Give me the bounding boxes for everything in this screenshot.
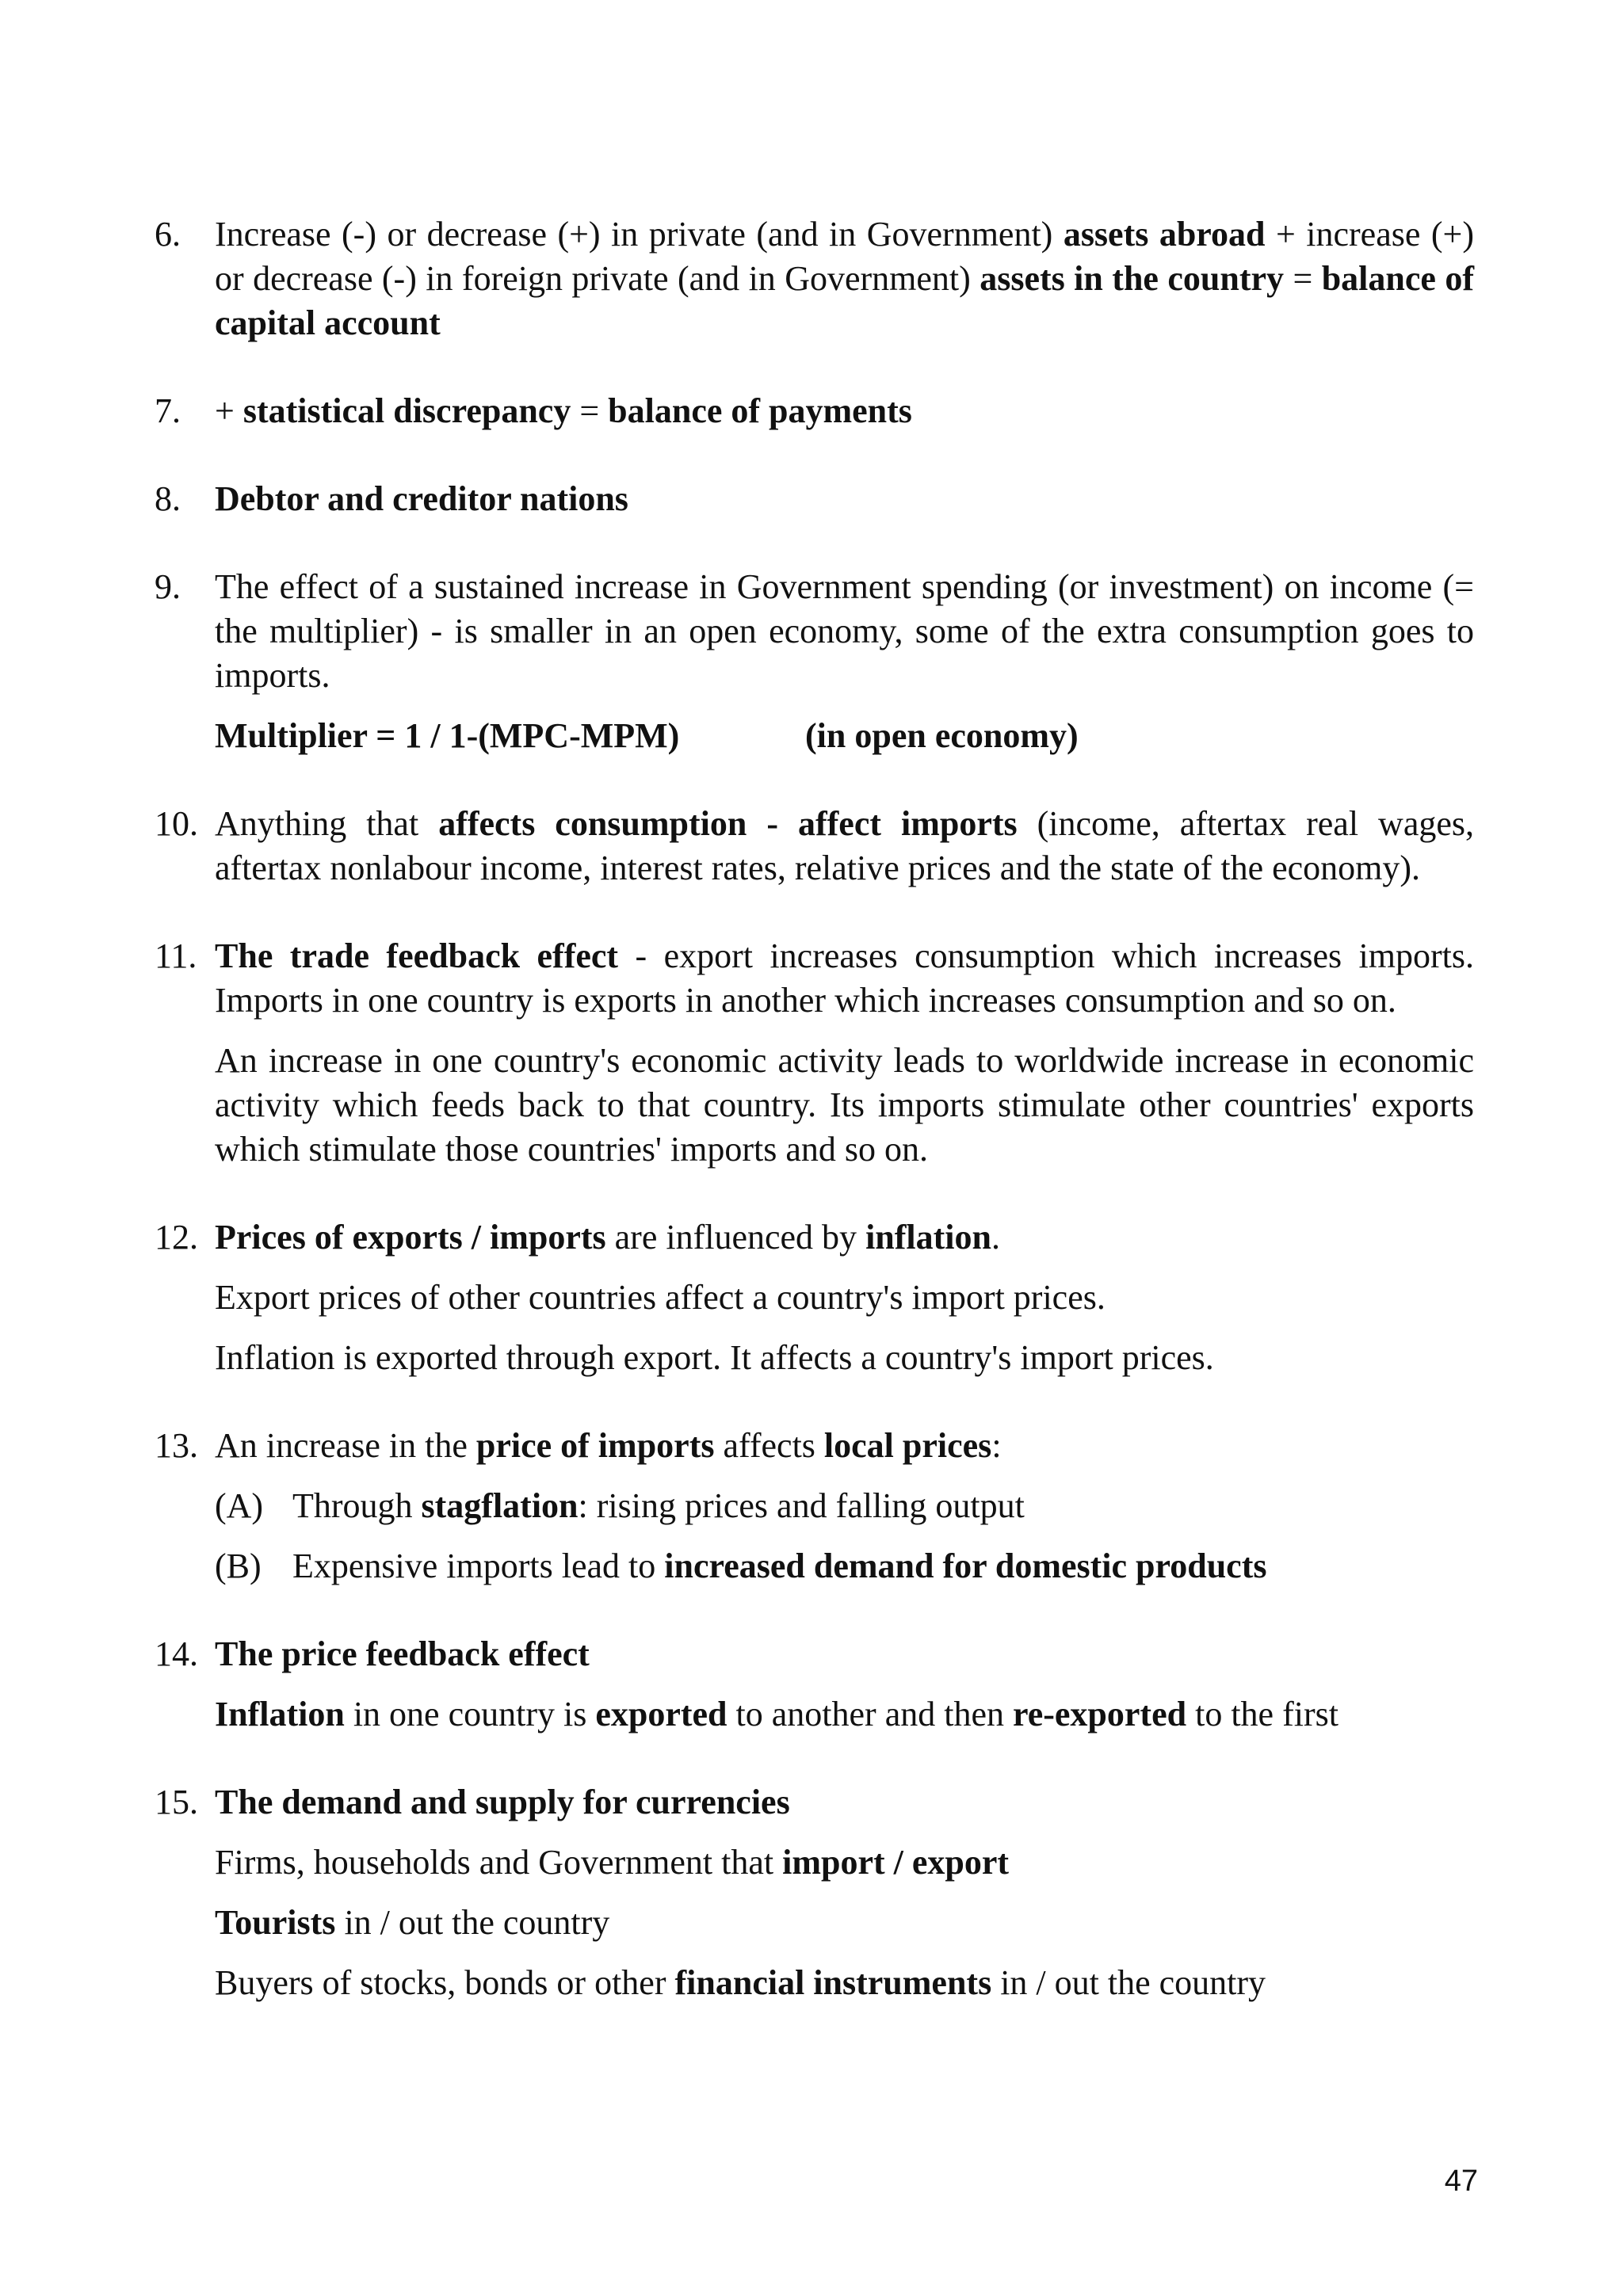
sub-item-label: (A) [215,1486,264,1525]
paragraph [215,1961,1474,2005]
bold-text: inflation [865,1218,991,1257]
sub-item [215,1484,1474,1528]
paragraph [215,1780,1474,1825]
item-number: 6. [155,215,181,254]
text-run: in / out the country [991,1963,1266,2002]
paragraph [215,565,1474,698]
paragraph [215,1276,1474,1320]
bold-text: Debtor and creditor nations [215,479,628,518]
numbered-list [155,212,1474,2005]
item-body [215,1424,1474,1589]
bold-text: assets abroad [1063,215,1266,254]
page-number: 47 [1444,2164,1478,2198]
item-number: 12. [155,1218,198,1257]
bold-text: Inflation [215,1695,345,1733]
item-number: 11. [155,936,197,975]
text-run: = [571,391,609,430]
formula-note: (in open economy) [805,716,1079,755]
list-item [155,1632,1474,1737]
list-item [155,1215,1474,1380]
text-run: Anything that [215,804,439,843]
paragraph [215,934,1474,1023]
paragraph [215,1901,1474,1945]
text-run: are influenced by [605,1218,866,1257]
text-run: Firms, households and Government that [215,1843,783,1882]
bold-text: price of imports [475,1426,715,1465]
paragraph [215,802,1474,891]
item-body [215,212,1474,345]
text-run: Buyers of stocks, bonds or other [215,1963,675,2002]
text-run: + increase (+) or decrease (-) in foreign private (and in Government) [215,215,1474,298]
sub-item-label: (B) [215,1547,262,1585]
list-item [155,565,1474,758]
text-run: to the first [1186,1695,1338,1733]
item-body [215,477,1474,521]
text-run: Inflation is exported through export. It affects a country's import prices. [215,1338,1214,1377]
bold-text: import / export [782,1843,1010,1882]
bold-text: local prices [823,1426,992,1465]
text-run: in / out the country [335,1903,610,1942]
paragraph [215,1632,1474,1676]
text-run: : [991,1426,1002,1465]
text-run: The effect of a sustained increase in Government spending (or investment) on income (= the multiplier) - is smaller in an open economy, some of the extra consumption goes to imports. [215,567,1474,695]
bold-text: affects consumption - affect imports [438,804,1018,843]
paragraph [215,1215,1474,1260]
bold-text: re-exported [1012,1695,1187,1733]
text-run: An increase in the [215,1426,476,1465]
text-run: (income, aftertax real wages, aftertax nonlabour income, interest rates, relative prices and the state of the economy). [215,804,1474,887]
paragraph [215,1039,1474,1172]
item-number: 9. [155,567,181,606]
formula-expression: Multiplier = 1 / 1-(MPC-MPM) [215,716,680,755]
list-item [155,1780,1474,2005]
text-run: Increase (-) or decrease (+) in private (and in Government) [215,215,1064,254]
paragraph [215,1336,1474,1380]
item-number: 10. [155,804,198,843]
paragraph [215,1692,1474,1737]
item-body [215,1632,1474,1737]
text-run: + [215,391,243,430]
multiplier-formula [215,714,1474,758]
bold-text: The trade feedback effect [215,936,619,975]
list-item [155,1424,1474,1589]
paragraph [215,1424,1474,1468]
list-item [155,934,1474,1172]
item-body [215,934,1474,1172]
bold-text: stagflation [421,1486,579,1525]
list-item [155,802,1474,891]
paragraph [215,389,1474,433]
item-body [215,565,1474,758]
text-run: = [1284,259,1322,298]
list-item [155,389,1474,433]
text-run: An increase in one country's economic activity leads to worldwide increase in economic activity which feeds back to that country. Its imports stimulate other countries' exports which stimulate those countries' imports and so on. [215,1041,1474,1169]
item-body [215,802,1474,891]
text-run: affects [714,1426,824,1465]
bold-text: The demand and supply for currencies [215,1783,790,1821]
bold-text: financial instruments [674,1963,992,2002]
item-number: 14. [155,1634,198,1673]
item-number: 8. [155,479,181,518]
text-run: . [991,1218,1000,1257]
item-number: 7. [155,391,181,430]
bold-text: exported [595,1695,727,1733]
bold-text: The price feedback effect [215,1634,590,1673]
paragraph [215,477,1474,521]
bold-text: balance of payments [608,391,912,430]
text-run: in one country is [344,1695,596,1733]
text-run: : rising prices and falling output [578,1486,1025,1525]
sub-item [215,1544,1474,1589]
item-body [215,389,1474,433]
bold-text: Prices of exports / imports [215,1218,606,1257]
sub-item-text [292,1484,1474,1528]
sub-item-text [292,1544,1474,1589]
list-item [155,477,1474,521]
bold-text: assets in the country [980,259,1285,298]
text-run: Export prices of other countries affect a country's import prices. [215,1278,1106,1317]
paragraph [215,1840,1474,1885]
bold-text: increased demand for domestic products [664,1547,1267,1585]
item-number: 15. [155,1783,198,1821]
bold-text: statistical discrepancy [242,391,571,430]
item-body [215,1215,1474,1380]
bold-text: balance of capital account [215,259,1474,342]
item-body [215,1780,1474,2005]
bold-text: Tourists [215,1903,336,1942]
list-item [155,212,1474,345]
text-run: to another and then [727,1695,1013,1733]
item-number: 13. [155,1426,198,1465]
text-run: Through [292,1486,422,1525]
text-run: - export increases consumption which increases imports. Imports in one country is exports in another which increases consumption and so on. [215,936,1475,1020]
paragraph [215,212,1474,345]
text-run: Expensive imports lead to [292,1547,665,1585]
